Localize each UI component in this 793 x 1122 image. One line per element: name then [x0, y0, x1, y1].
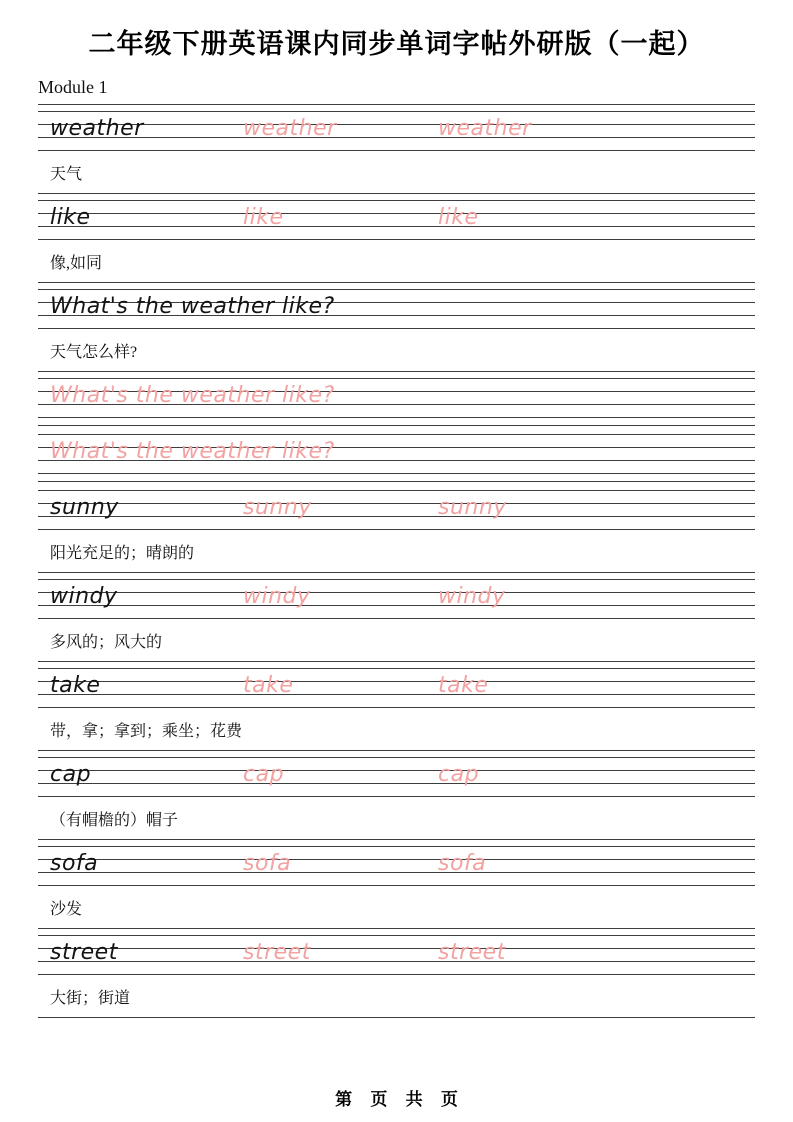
model-word: like: [50, 205, 91, 230]
meaning-text: 像,如同: [50, 254, 103, 272]
trace-word: sofa: [438, 851, 487, 876]
meaning-text: 大街；街道: [50, 989, 131, 1007]
model-word: What's the weather like?: [50, 294, 335, 319]
trace-word: windy: [438, 584, 506, 609]
meaning-text: 沙发: [50, 900, 83, 918]
meaning-text: 带，拿；拿到；乘坐；花费: [50, 722, 243, 740]
trace-word: weather: [243, 116, 337, 141]
writing-staff: [38, 111, 755, 151]
trace-word: take: [438, 673, 489, 698]
trace-word: like: [243, 205, 284, 230]
trace-word: sofa: [243, 851, 292, 876]
model-word: sunny: [50, 495, 119, 520]
model-word: take: [50, 673, 101, 698]
writing-staff: [38, 490, 755, 530]
trace-word: take: [243, 673, 294, 698]
meaning-text: 天气怎么样?: [50, 343, 138, 361]
meaning-row: [38, 708, 755, 751]
writing-staff: [38, 757, 755, 797]
meaning-row: [38, 797, 755, 840]
writing-staff: [38, 289, 755, 329]
meaning-row: [38, 240, 755, 283]
writing-staff: [38, 668, 755, 708]
trace-word: sunny: [438, 495, 507, 520]
trace-word: street: [438, 940, 506, 965]
module-label: Module 1: [38, 77, 108, 97]
spacer-row: [38, 418, 755, 426]
trace-word: cap: [243, 762, 285, 787]
meaning-text: 天气: [50, 165, 83, 183]
trace-word: weather: [438, 116, 532, 141]
writing-staff: [38, 200, 755, 240]
spacer-row: [38, 474, 755, 482]
meaning-row: [38, 530, 755, 573]
trace-word: like: [438, 205, 479, 230]
trace-word: What's the weather like?: [50, 383, 335, 408]
meaning-text: 阳光充足的；晴朗的: [50, 544, 195, 562]
writing-staff: [38, 434, 755, 474]
trace-word: What's the weather like?: [50, 439, 335, 464]
meaning-row: [38, 151, 755, 194]
writing-staff: [38, 579, 755, 619]
writing-staff: [38, 378, 755, 418]
model-word: street: [50, 940, 118, 965]
meaning-text: 多风的；风大的: [50, 633, 163, 651]
meaning-row: [38, 886, 755, 929]
writing-staff: [38, 846, 755, 886]
practice-rows: [38, 104, 755, 1018]
trace-word: sunny: [243, 495, 312, 520]
model-word: cap: [50, 762, 92, 787]
meaning-text: （有帽檐的）帽子: [50, 811, 179, 829]
writing-staff: [38, 935, 755, 975]
model-word: sofa: [50, 851, 99, 876]
meaning-row: [38, 975, 755, 1018]
page-title: 二年级下册英语课内同步单词字帖外研版（一起）: [88, 29, 705, 59]
meaning-row: [38, 619, 755, 662]
model-word: windy: [50, 584, 118, 609]
model-word: weather: [50, 116, 144, 141]
trace-word: cap: [438, 762, 480, 787]
meaning-row: [38, 329, 755, 372]
trace-word: windy: [243, 584, 311, 609]
page-footer: 第 页 共 页: [335, 1090, 458, 1109]
trace-word: street: [243, 940, 311, 965]
